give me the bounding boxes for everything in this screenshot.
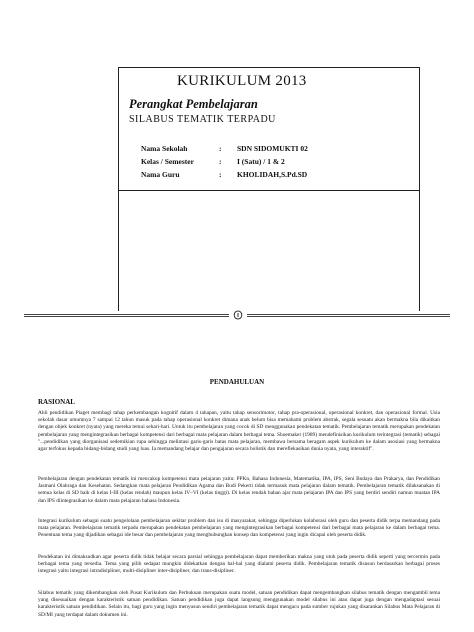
class-semester-value: I (Satu) / 1 & 2 xyxy=(237,157,285,166)
paragraph: Pembelajaran dengan pendekatan tematik ini mencakup kompetensi mata pelajaran yaitu: PPKn, Bahasa Indonesia, Matematika, IPA, IPS, Seni Budaya dan Prakarya, dan Pendidikan Jasmani Olahraga dan Kesehatan. Sedangkan mata pelajaran Pendidikan Agama dan Budi Pekerti tidak termasuk mata pelajaran dalam tematik. Pembelajaran tematik dilaksanakan di semua kelas di SD baik di kelas I-III (kelas rendah) maupun kelas IV–VI (kelas tinggi). Di kelas rendah bahan ajar mata pelajaran IPA dan IPS yang berdiri sendiri namun muatan IPA dan IPS diintegrasikan ke dalam mata pelajaran bahasa Indonesia. xyxy=(38,476,440,504)
field-colon: : xyxy=(219,144,222,153)
teacher-name-value: KHOLIDAH,S.Pd.SD xyxy=(237,170,308,179)
field-label: Kelas / Semester xyxy=(141,157,194,166)
paragraph: Silabus tematik yang dikembangkan oleh Pusat Kurikulum dan Perbukuan merupakan suatu model, satuan pendidikan dapat mengembangkan silabus tematik dengan mengambil tema yang disesuaikan dengan karakteristik satuan pendidikan. Satuan pendidikan juga dapat langsung menggunakan model silabus ini atau dapat juga dengan mengadaptasi sesuai karakteristik satuan pendidikan. Selain itu, bagi guru yang ingin menyusun sendiri pembelajaran tematik dapat mengacu pada sumber rujukan yang disarankan Silabus Mata Pelajaran di SD/MI yang terdapat dalam dokumen ini. xyxy=(38,590,440,618)
document-subtitle: Perangkat Pembelajaran xyxy=(129,97,258,111)
subsection-heading: RASIONAL xyxy=(38,398,75,406)
field-colon: : xyxy=(219,170,222,179)
paragraph: Pendekatan ini dimaksudkan agar peserta didik tidak belajar secara parsial sehingga pembelajaran dapat memberikan makna yang utuh pada peserta didik seperti yang tercermin pada berbagai tema yang tersedia. Tema yang pilih sedapat mungkin didekatkan dengan hal-hal yang dialami peserta didik. Pembelajaran tematik disusun berdasarkan berbagai proses integrasi yaitu integrasi intradisipliner, multi-disipliner inter-disipliner, dan trans-disipliner. xyxy=(38,554,440,575)
field-colon: : xyxy=(219,157,222,166)
ornament-icon xyxy=(229,310,247,320)
cover-box xyxy=(118,67,420,191)
paragraph: Ahli pendidikan Piaget membagi tahap perkembangan kognitif dalam 4 tahapan, yaitu tahap sensorimotor, tahap pra-operasional, operasional konkret, dan operasional formal. Usia sekolah dasar umumnya 7 sampai 12 tahun masuk pada tahap operasional konkret dimana anak belum bisa memahami problem abstrak, segala sesuatu akan bermakna bila dikaitkan dengan objek konkret (nyata) yang mereka temui sehari-hari. Untuk itu pembelajaran yang cocok di SD menggunakan pendekatan tematik. Pembelajaran tematik merupakan pendekatan pembelajaran yang mengintegrasikan berbagai kompetensi dari berbagai mata pelajaran dalam berbagai tema. Shoemaker (1989) mendefinisikan kurikulum terintegrasi (tematik) sebagai "...pendidikan yang diorganisasi sedemikian rupa sehingga melintasi garis-garis batas mata pelajaran, membawa bersama beragam aspek kurikulum ke dalam asosiasi yang bermakna agar terfokus kepada bidang-bidang studi yang luas. Ia memandang belajar dan pengajaran secara holistik dan mereflekasikan dunia nyata, yang interaktif". xyxy=(38,410,440,453)
school-name-value: SDN SIDOMUKTI 02 xyxy=(237,144,308,153)
document-title: KURIKULUM 2013 xyxy=(177,73,307,89)
section-heading: PENDAHULUAN xyxy=(209,378,265,386)
document-subject: SILABUS TEMATIK TERPADU xyxy=(129,114,276,125)
paragraph: Integrasi kurikulum sebagai suatu pengelolaan pembelajaran sekitar problem dan isu di masyarakat, sehingga diperlukan kolaborasi oleh guru dan peserta didik terpa memandang pada mata pelajaran. Pembelajaran tematik terpadu merupakan pendekatan pembelajaran yang mengintegrasikan berbagai kompetensi dari berbagai mata pelajaran ke dalam berbagai tema. Penentuan tema yang dijadikan sebagai ide besar dan pembelajaran yang menghubungkan konsep dan kompetensi yang ingin dicapai oleh peserta didik. xyxy=(38,518,440,539)
left-vertical-rule xyxy=(118,165,119,311)
field-label: Nama Sekolah xyxy=(141,144,188,153)
right-vertical-rule xyxy=(419,165,420,311)
field-label: Nama Guru xyxy=(141,170,180,179)
